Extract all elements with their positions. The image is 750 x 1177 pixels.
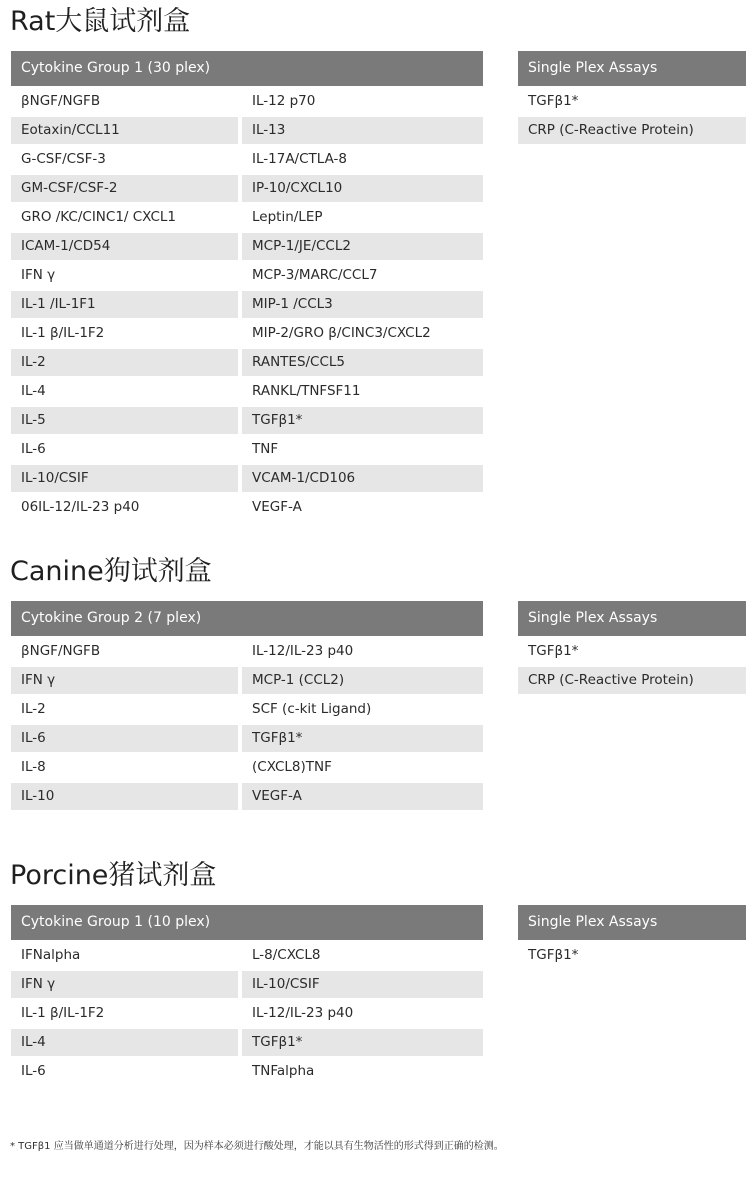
side-row bbox=[518, 942, 746, 971]
table-cell: IL-1 /IL-1F1 bbox=[11, 291, 238, 318]
table-row bbox=[11, 378, 483, 407]
table-cell: TGFβ1* bbox=[242, 407, 483, 434]
table-cell: 06IL-12/IL-23 p40 bbox=[21, 499, 140, 515]
side-panel bbox=[518, 905, 746, 971]
table-cell: MCP-1 (CCL2) bbox=[242, 667, 483, 694]
table-cell: IL-6 bbox=[21, 441, 46, 457]
side-row bbox=[518, 117, 746, 146]
table-cell: IL-1 β/IL-1F2 bbox=[21, 1005, 105, 1021]
table-cell: VEGF-A bbox=[252, 499, 302, 515]
table-row bbox=[11, 783, 483, 812]
table-cell: βNGF/NGFB bbox=[21, 643, 101, 659]
table-row bbox=[11, 1029, 483, 1058]
side-cell: CRP (C-Reactive Protein) bbox=[518, 117, 746, 144]
table-row bbox=[11, 494, 483, 523]
side-row bbox=[518, 88, 746, 117]
section-title: Canine狗试剂盒 bbox=[10, 556, 212, 587]
table-cell: IL-13 bbox=[242, 117, 483, 144]
table-cell: IFN γ bbox=[11, 971, 238, 998]
table-cell: IL-5 bbox=[11, 407, 238, 434]
table-cell: MCP-1/JE/CCL2 bbox=[242, 233, 483, 260]
table-cell: RANKL/TNFSF11 bbox=[252, 383, 361, 399]
main-panel-header: Cytokine Group 1 (10 plex) bbox=[11, 905, 483, 940]
table-row bbox=[11, 262, 483, 291]
table-cell: IP-10/CXCL10 bbox=[242, 175, 483, 202]
table-cell: IFN γ bbox=[21, 267, 56, 283]
side-rows bbox=[518, 88, 746, 146]
table-row bbox=[11, 1058, 483, 1087]
table-row bbox=[11, 146, 483, 175]
table-cell: IL-12 p70 bbox=[252, 93, 316, 109]
main-rows bbox=[11, 88, 483, 523]
table-cell: IL-10/CSIF bbox=[11, 465, 238, 492]
side-panel-header: Single Plex Assays bbox=[518, 601, 746, 636]
table-row bbox=[11, 638, 483, 667]
side-cell: TGFβ1* bbox=[528, 93, 579, 109]
table-row bbox=[11, 233, 483, 262]
side-cell: CRP (C-Reactive Protein) bbox=[518, 667, 746, 694]
side-rows bbox=[518, 638, 746, 696]
table-cell: IL-4 bbox=[11, 1029, 238, 1056]
table-cell: IL-6 bbox=[11, 725, 238, 752]
side-cell: TGFβ1* bbox=[528, 643, 579, 659]
table-row bbox=[11, 175, 483, 204]
table-row bbox=[11, 667, 483, 696]
table-cell: G-CSF/CSF-3 bbox=[21, 151, 106, 167]
main-panel bbox=[11, 601, 483, 812]
table-cell: IFNalpha bbox=[21, 947, 81, 963]
side-panel bbox=[518, 51, 746, 146]
table-cell: TNF bbox=[252, 441, 279, 457]
table-cell: TNFalpha bbox=[252, 1063, 315, 1079]
table-cell: GRO /KC/CINC1/ CXCL1 bbox=[21, 209, 176, 225]
table-cell: IL-17A/CTLA-8 bbox=[252, 151, 348, 167]
table-cell: IL-6 bbox=[21, 1063, 46, 1079]
table-row bbox=[11, 725, 483, 754]
main-panel-header: Cytokine Group 2 (7 plex) bbox=[11, 601, 483, 636]
table-row bbox=[11, 942, 483, 971]
table-cell: SCF (c-kit Ligand) bbox=[252, 701, 372, 717]
table-cell: (CXCL8)TNF bbox=[252, 759, 332, 775]
table-cell: IL-10/CSIF bbox=[242, 971, 483, 998]
section-title: Rat大鼠试剂盒 bbox=[10, 6, 191, 37]
table-cell: MCP-3/MARC/CCL7 bbox=[252, 267, 378, 283]
table-cell: IL-1 β/IL-1F2 bbox=[21, 325, 105, 341]
table-cell: Leptin/LEP bbox=[252, 209, 323, 225]
table-row bbox=[11, 349, 483, 378]
table-row bbox=[11, 436, 483, 465]
table-cell: GM-CSF/CSF-2 bbox=[11, 175, 238, 202]
table-cell: RANTES/CCL5 bbox=[242, 349, 483, 376]
table-cell: IL-8 bbox=[21, 759, 46, 775]
footnote: * TGFβ1 应当做单通道分析进行处理，因为样本必须进行酸处理，才能以具有生物活性的形式得到正确的检测。 bbox=[10, 1141, 504, 1152]
side-cell: TGFβ1* bbox=[528, 947, 579, 963]
side-panel bbox=[518, 601, 746, 696]
table-row bbox=[11, 88, 483, 117]
table-cell: L-8/CXCL8 bbox=[252, 947, 321, 963]
side-row bbox=[518, 638, 746, 667]
table-row bbox=[11, 204, 483, 233]
table-cell: MIP-1 /CCL3 bbox=[242, 291, 483, 318]
table-cell: βNGF/NGFB bbox=[21, 93, 101, 109]
table-row bbox=[11, 465, 483, 494]
side-row bbox=[518, 667, 746, 696]
main-rows bbox=[11, 942, 483, 1087]
table-cell: IL-4 bbox=[21, 383, 46, 399]
table-row bbox=[11, 971, 483, 1000]
main-panel bbox=[11, 51, 483, 523]
table-cell: IL-2 bbox=[21, 701, 46, 717]
section-title: Porcine猪试剂盒 bbox=[10, 860, 217, 891]
table-cell: IL-2 bbox=[11, 349, 238, 376]
table-cell: IL-12/IL-23 p40 bbox=[252, 1005, 354, 1021]
main-rows bbox=[11, 638, 483, 812]
table-cell: TGFβ1* bbox=[242, 1029, 483, 1056]
table-cell: VEGF-A bbox=[242, 783, 483, 810]
side-panel-header: Single Plex Assays bbox=[518, 905, 746, 940]
table-cell: TGFβ1* bbox=[242, 725, 483, 752]
side-panel-header: Single Plex Assays bbox=[518, 51, 746, 86]
main-panel bbox=[11, 905, 483, 1087]
table-cell: VCAM-1/CD106 bbox=[242, 465, 483, 492]
main-panel-header: Cytokine Group 1 (30 plex) bbox=[11, 51, 483, 86]
table-cell: IFN γ bbox=[11, 667, 238, 694]
table-row bbox=[11, 291, 483, 320]
table-cell: Eotaxin/CCL11 bbox=[11, 117, 238, 144]
table-row bbox=[11, 407, 483, 436]
table-row bbox=[11, 1000, 483, 1029]
side-rows bbox=[518, 942, 746, 971]
table-cell: IL-12/IL-23 p40 bbox=[252, 643, 354, 659]
table-row bbox=[11, 320, 483, 349]
table-row bbox=[11, 754, 483, 783]
table-row bbox=[11, 117, 483, 146]
table-row bbox=[11, 696, 483, 725]
table-cell: ICAM-1/CD54 bbox=[11, 233, 238, 260]
table-cell: MIP-2/GRO β/CINC3/CXCL2 bbox=[252, 325, 431, 341]
table-cell: IL-10 bbox=[11, 783, 238, 810]
